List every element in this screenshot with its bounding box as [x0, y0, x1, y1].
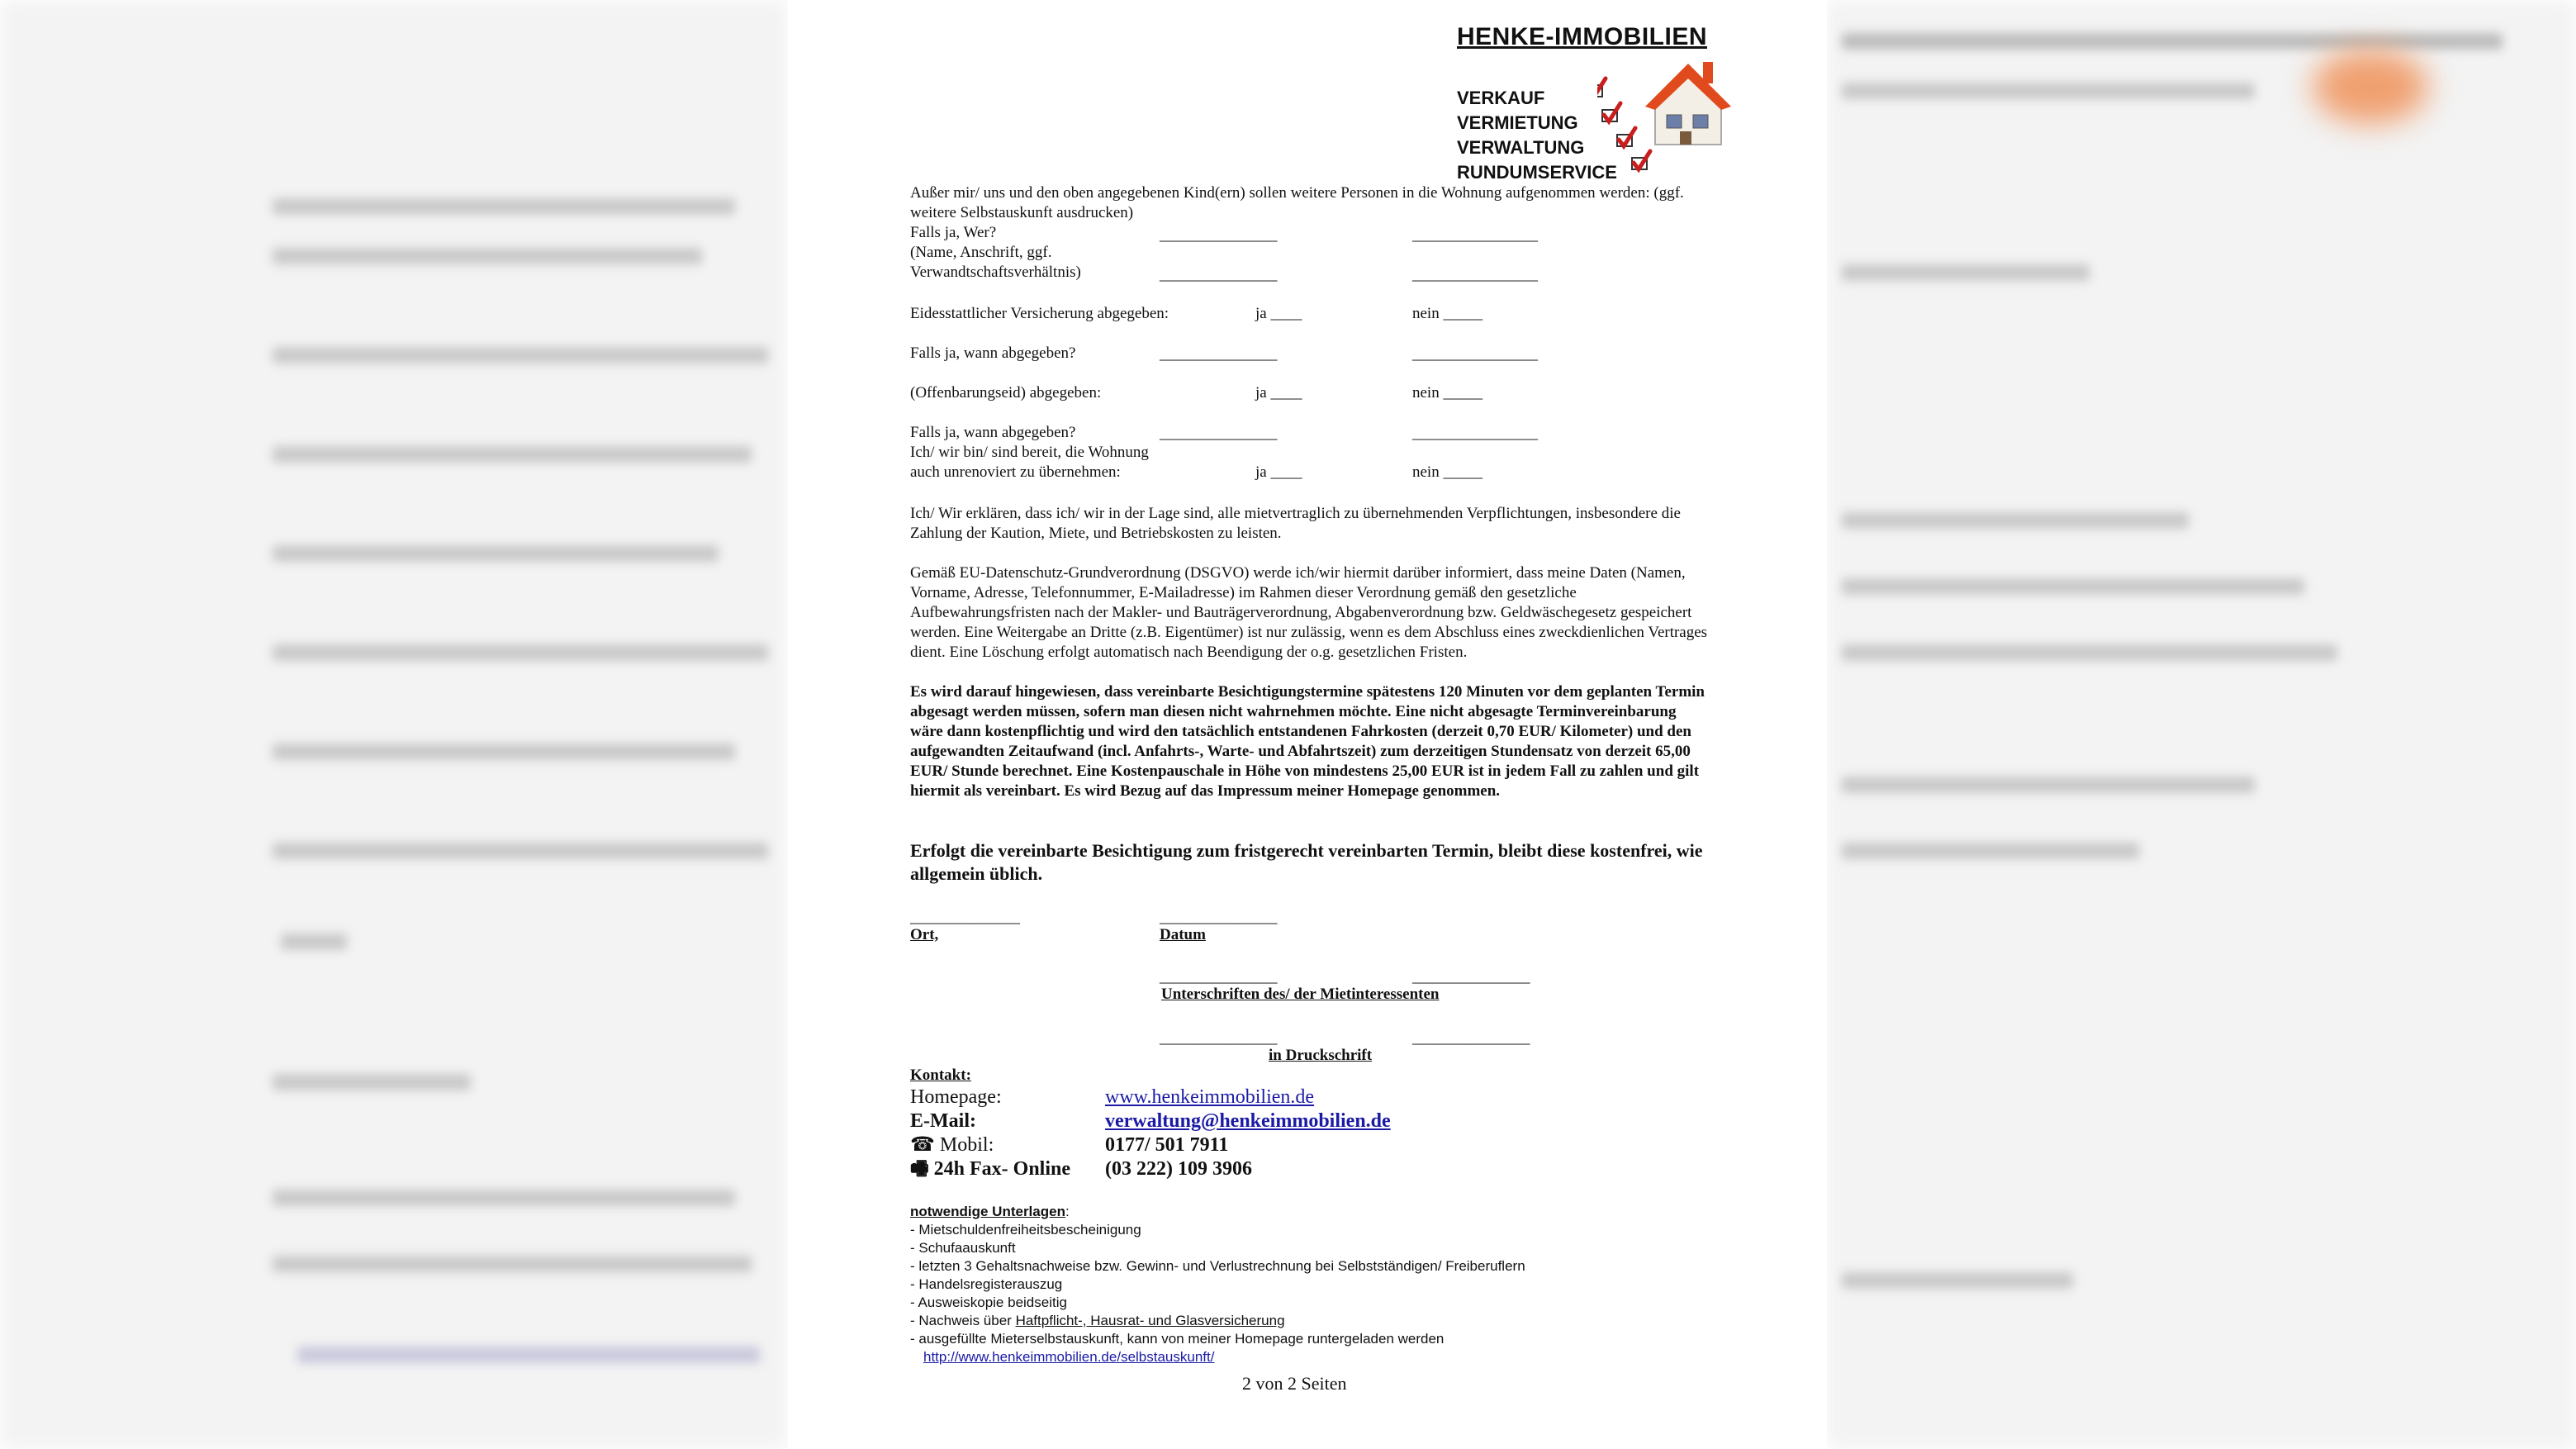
wann-field-1[interactable]: _______________ [1160, 345, 1278, 363]
background-page-left [0, 0, 788, 1449]
document-page [788, 0, 1827, 1449]
name-anschrift-label: (Name, Anschrift, ggf. [910, 244, 1052, 261]
signature-line-2[interactable]: _______________ [1412, 968, 1530, 986]
falls-ja-wann-label: Falls ja, wann abgegeben? [910, 344, 1076, 362]
list-item: - Schufaauskunft [910, 1240, 1016, 1256]
email-label: E-Mail: [910, 1110, 976, 1132]
wer-field-1[interactable]: _______________ [1160, 226, 1278, 244]
signature-line-1[interactable]: _______________ [1160, 968, 1278, 986]
intro-text: Außer mir/ uns und den oben angegebenen Kind(ern) sollen weitere Personen in die Wohnung aufgenommen werden: (ggf. weitere Selbstauskunft ausdrucken) [910, 184, 1684, 221]
offenbarungseid-nein-field[interactable]: nein _____ [1412, 384, 1483, 401]
fax-icon: 🖷 [910, 1158, 929, 1180]
fax-label: 24h Fax- Online [933, 1158, 1071, 1180]
wann-field-2[interactable]: ________________ [1412, 345, 1538, 363]
service-list [1457, 86, 1617, 185]
service-item: VERKAUF [1457, 88, 1545, 108]
list-item: - Nachweis über Haftpflicht-, Hausrat- und Glasversicherung [910, 1313, 1285, 1328]
list-item: - letzten 3 Gehaltsnachweise bzw. Gewinn- und Verlustrechnung bei Selbstständigen/ Freiberuflern [910, 1258, 1525, 1274]
dsgvo-paragraph: Gemäß EU-Datenschutz-Grundverordnung (DSGVO) werde ich/wir hiermit darüber informiert, dass meine Daten (Namen, Vorname, Adresse, Telefonnummer, E-Mailadresse) im Rahmen dieser Verordnung gemäß den gesetzliche Aufbewahrungsfristen nach der Makler- und Bauträgerverordnung, Abgabenverordnung bzw. Geldwäschegesetz gespeichert werden. Eine Weitergabe an Dritte (z.B. Eigentümer) ist nur zulässig, wenn es dem Abschluss eines zweckdienlichen Vertrages dient. Eine Löschung erfolgt automatisch nach Beendigung der o.g. gesetzlichen Fristen. [910, 564, 1708, 661]
versicherung-link[interactable]: Haftpflicht-, Hausrat- und Glasversicherung [1015, 1313, 1285, 1328]
druckschrift-line-1[interactable]: _______________ [1160, 1029, 1278, 1047]
fax-row [910, 1157, 1070, 1181]
unterschriften-label: Unterschriften des/ der Mietinteressenten [1161, 986, 1440, 1003]
bereit-label-1: Ich/ wir bin/ sind bereit, die Wohnung [910, 444, 1149, 461]
list-item: - Ausweiskopie beidseitig [910, 1295, 1067, 1310]
eid-versicherung-label: Eidesstattlicher Versicherung abgegeben: [910, 305, 1169, 322]
eid-ja-field[interactable]: ja ____ [1255, 305, 1302, 322]
wer-field-3[interactable]: _______________ [1160, 266, 1278, 283]
page-number: 2 von 2 Seiten [1242, 1373, 1347, 1394]
ort-line[interactable]: ______________ [910, 909, 1020, 926]
verpflichtung-paragraph: Ich/ Wir erklären, dass ich/ wir in der Lage sind, alle mietvertraglich zu übernehmenden Verpflichtungen, insbesondere die Zahlung der Kaution, Miete, und Betriebskosten zu leisten. [910, 505, 1681, 542]
email-link[interactable]: verwaltung@henkeimmobilien.de [1105, 1110, 1391, 1132]
list-item: - Mietschuldenfreiheitsbescheinigung [910, 1222, 1141, 1238]
datum-line[interactable]: _______________ [1160, 909, 1278, 926]
documents-list [910, 1203, 1525, 1366]
besichtigung-paragraph: Es wird darauf hingewiesen, dass vereinbarte Besichtigungstermine spätestens 120 Minuten vor dem geplanten Termin abgesagt werden müssen, sofern man diesen nicht wahrnehmen möchte. Eine nicht abgesagte Terminvereinbarung wäre dann kostenpflichtig und wird den tatsächlich entstandenen Fahrkosten (derzeit 0,70 EUR/ Kilometer) und den aufgewandten Zeitaufwand (incl. Anfahrts-, Warte- und Abfahrtszeit) zum derzeitigen Stundensatz von derzeit 65,00 EUR/ Stunde berechnet. Eine Kostenpauschale in Höhe von mindestens 25,00 EUR ist in jedem Fall zu zahlen und gilt hiermit als vereinbart. Es wird Bezug auf das Impressum meiner Homepage genommen. [910, 683, 1705, 800]
list-item: - Handelsregisterauszug [910, 1276, 1063, 1292]
selbstauskunft-link[interactable]: http://www.henkeimmobilien.de/selbstauskunft/ [923, 1349, 1215, 1365]
mobil-label: Mobil: [939, 1134, 994, 1156]
falls-ja-wann-label-2: Falls ja, wann abgegeben? [910, 424, 1076, 441]
house-checklist-logo [1597, 45, 1746, 178]
homepage-link[interactable]: www.henkeimmobilien.de [1105, 1086, 1315, 1108]
offenbarungseid-label: (Offenbarungseid) abgegeben: [910, 384, 1102, 401]
offenbarungseid-ja-field[interactable]: ja ____ [1255, 384, 1302, 401]
mobil-row [910, 1133, 994, 1157]
service-item: RUNDUMSERVICE [1457, 162, 1617, 183]
mobil-value: 0177/ 501 7911 [1105, 1134, 1229, 1156]
checkmark-icon [1597, 78, 1650, 169]
druckschrift-line-2[interactable]: _______________ [1412, 1029, 1530, 1047]
homepage-label: Homepage: [910, 1086, 1002, 1108]
verwandtschaft-label: Verwandtschaftsverhältnis) [910, 264, 1081, 281]
ort-label: Ort, [910, 926, 939, 943]
wer-field-4[interactable]: ________________ [1412, 266, 1538, 283]
unrenoviert-nein-field[interactable]: nein _____ [1412, 463, 1483, 481]
eid-nein-field[interactable]: nein _____ [1412, 305, 1483, 322]
fax-value: (03 222) 109 3906 [1105, 1158, 1252, 1180]
documents-heading: notwendige Unterlagen: [910, 1204, 1070, 1219]
datum-label: Datum [1160, 926, 1206, 943]
falls-ja-wer-label: Falls ja, Wer? [910, 224, 997, 241]
wann-field-3[interactable]: _______________ [1160, 425, 1278, 442]
service-item: VERMIETUNG [1457, 112, 1578, 133]
company-title: HENKE-IMMOBILIEN [1457, 23, 1707, 50]
bereit-label-2: auch unrenoviert zu übernehmen: [910, 463, 1121, 481]
wer-field-2[interactable]: ________________ [1412, 226, 1538, 244]
contact-heading: Kontakt: [910, 1067, 971, 1084]
background-page-right [1827, 0, 2576, 1449]
phone-icon: ☎ [910, 1134, 935, 1156]
wann-field-4[interactable]: ________________ [1412, 425, 1538, 442]
list-item: - ausgefüllte Mieterselbstauskunft, kann von meiner Homepage runtergeladen werden [910, 1331, 1445, 1347]
kostenfrei-paragraph: Erfolgt die vereinbarte Besichtigung zum fristgerecht vereinbarten Termin, bleibt diese kostenfrei, wie allgemein üblich. [910, 840, 1703, 884]
list-item [910, 1348, 1525, 1366]
druckschrift-label: in Druckschrift [1269, 1047, 1373, 1064]
unrenoviert-ja-field[interactable]: ja ____ [1255, 463, 1302, 481]
house-icon [1645, 62, 1731, 145]
service-item: VERWALTUNG [1457, 137, 1585, 158]
